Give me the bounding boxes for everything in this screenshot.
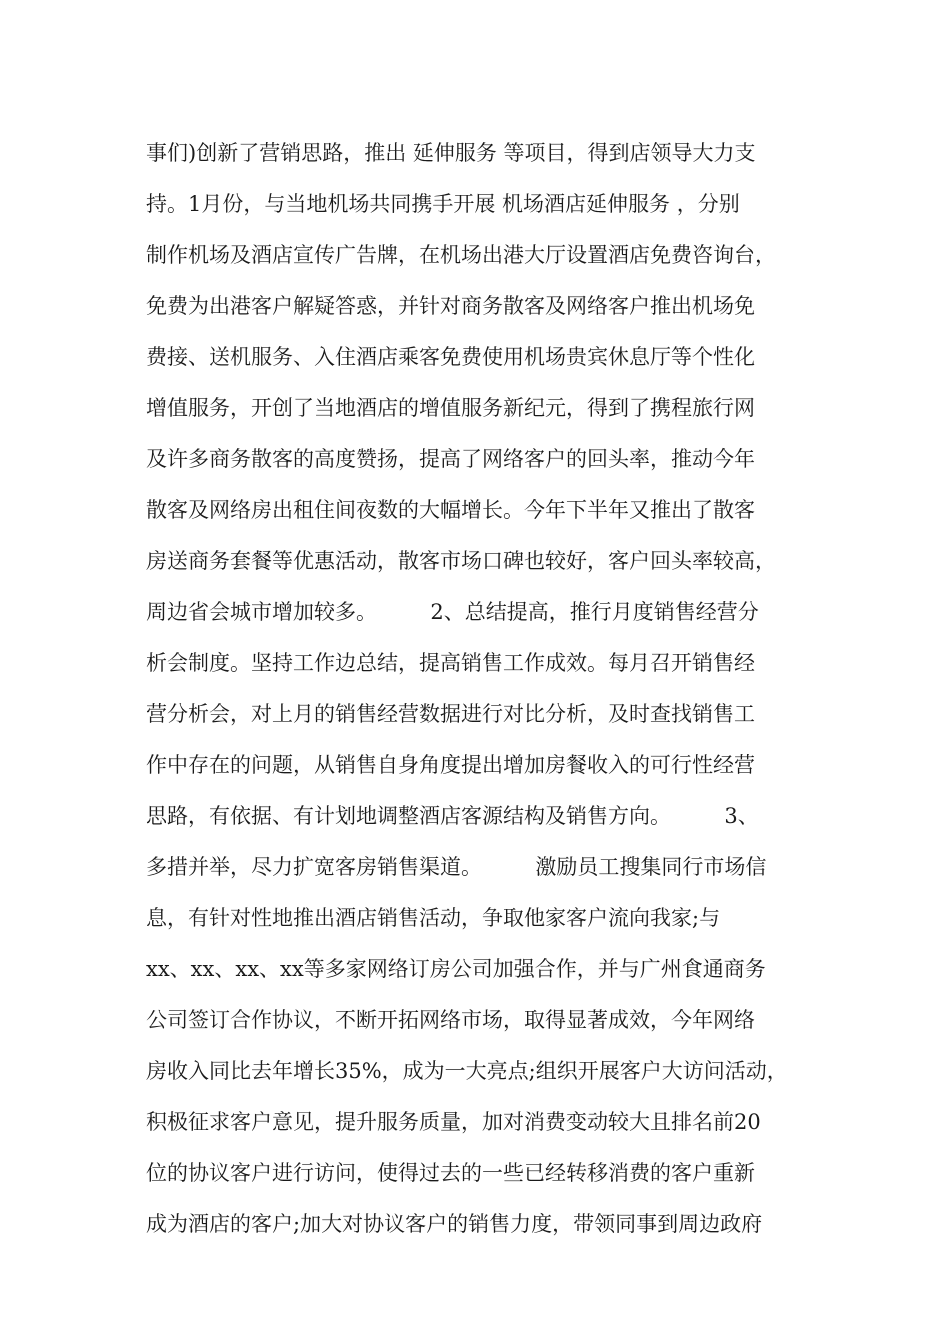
text-line: 持。1月份，与当地机场共同携手开展 机场酒店延伸服务 ，分别 bbox=[146, 192, 740, 216]
text-line: 析会制度。坚持工作边总结，提高销售工作成效。每月召开销售经 bbox=[146, 651, 755, 675]
text-line: 费接、送机服务、入住酒店乘客免费使用机场贵宾休息厅等个性化 bbox=[146, 345, 755, 369]
text-line: 增值服务，开创了当地酒店的增值服务新纪元，得到了携程旅行网 bbox=[146, 396, 755, 420]
text-line: 公司签订合作协议，不断开拓网络市场，取得显著成效，今年网络 bbox=[146, 1008, 755, 1032]
text-line: 散客及网络房出租住间夜数的大幅增长。今年下半年又推出了散客 bbox=[146, 498, 755, 522]
text-line: 思路，有依据、有计划地调整酒店客源结构及销售方向。 3、 bbox=[146, 804, 759, 828]
text-line: 多措并举，尽力扩宽客房销售渠道。 激励员工搜集同行市场信 bbox=[146, 855, 767, 879]
text-line: 及许多商务散客的高度赞扬，提高了网络客户的回头率，推动今年 bbox=[146, 447, 755, 471]
text-line: 作中存在的问题，从销售自身角度提出增加房餐收入的可行性经营 bbox=[146, 753, 755, 777]
text-line: 位的协议客户进行访问，使得过去的一些已经转移消费的客户重新 bbox=[146, 1161, 755, 1185]
text-line: xx、xx、xx、xx等多家网络订房公司加强合作，并与广州食通商务 bbox=[146, 957, 766, 981]
text-line: 房收入同比去年增长35%，成为一大亮点;组织开展客户大访问活动， bbox=[146, 1059, 788, 1083]
text-line: 制作机场及酒店宣传广告牌，在机场出港大厅设置酒店免费咨询台， bbox=[146, 243, 776, 267]
text-line: 息，有针对性地推出酒店销售活动，争取他家客户流向我家;与 bbox=[146, 906, 721, 930]
text-line: 营分析会，对上月的销售经营数据进行对比分析，及时查找销售工 bbox=[146, 702, 755, 726]
text-line: 事们)创新了营销思路，推出 延伸服务 等项目，得到店领导大力支 bbox=[146, 141, 756, 165]
text-line: 成为酒店的客户;加大对协议客户的销售力度，带领同事到周边政府 bbox=[146, 1212, 763, 1236]
text-line: 房送商务套餐等优惠活动，散客市场口碑也较好，客户回头率较高， bbox=[146, 549, 776, 573]
body-text bbox=[146, 128, 836, 1250]
text-line: 积极征求客户意见，提升服务质量，加对消费变动较大且排名前20 bbox=[146, 1110, 761, 1134]
text-line: 周边省会城市增加较多。 2、总结提高，推行月度销售经营分 bbox=[146, 600, 759, 624]
text-line: 免费为出港客户解疑答惑，并针对商务散客及网络客户推出机场免 bbox=[146, 294, 755, 318]
